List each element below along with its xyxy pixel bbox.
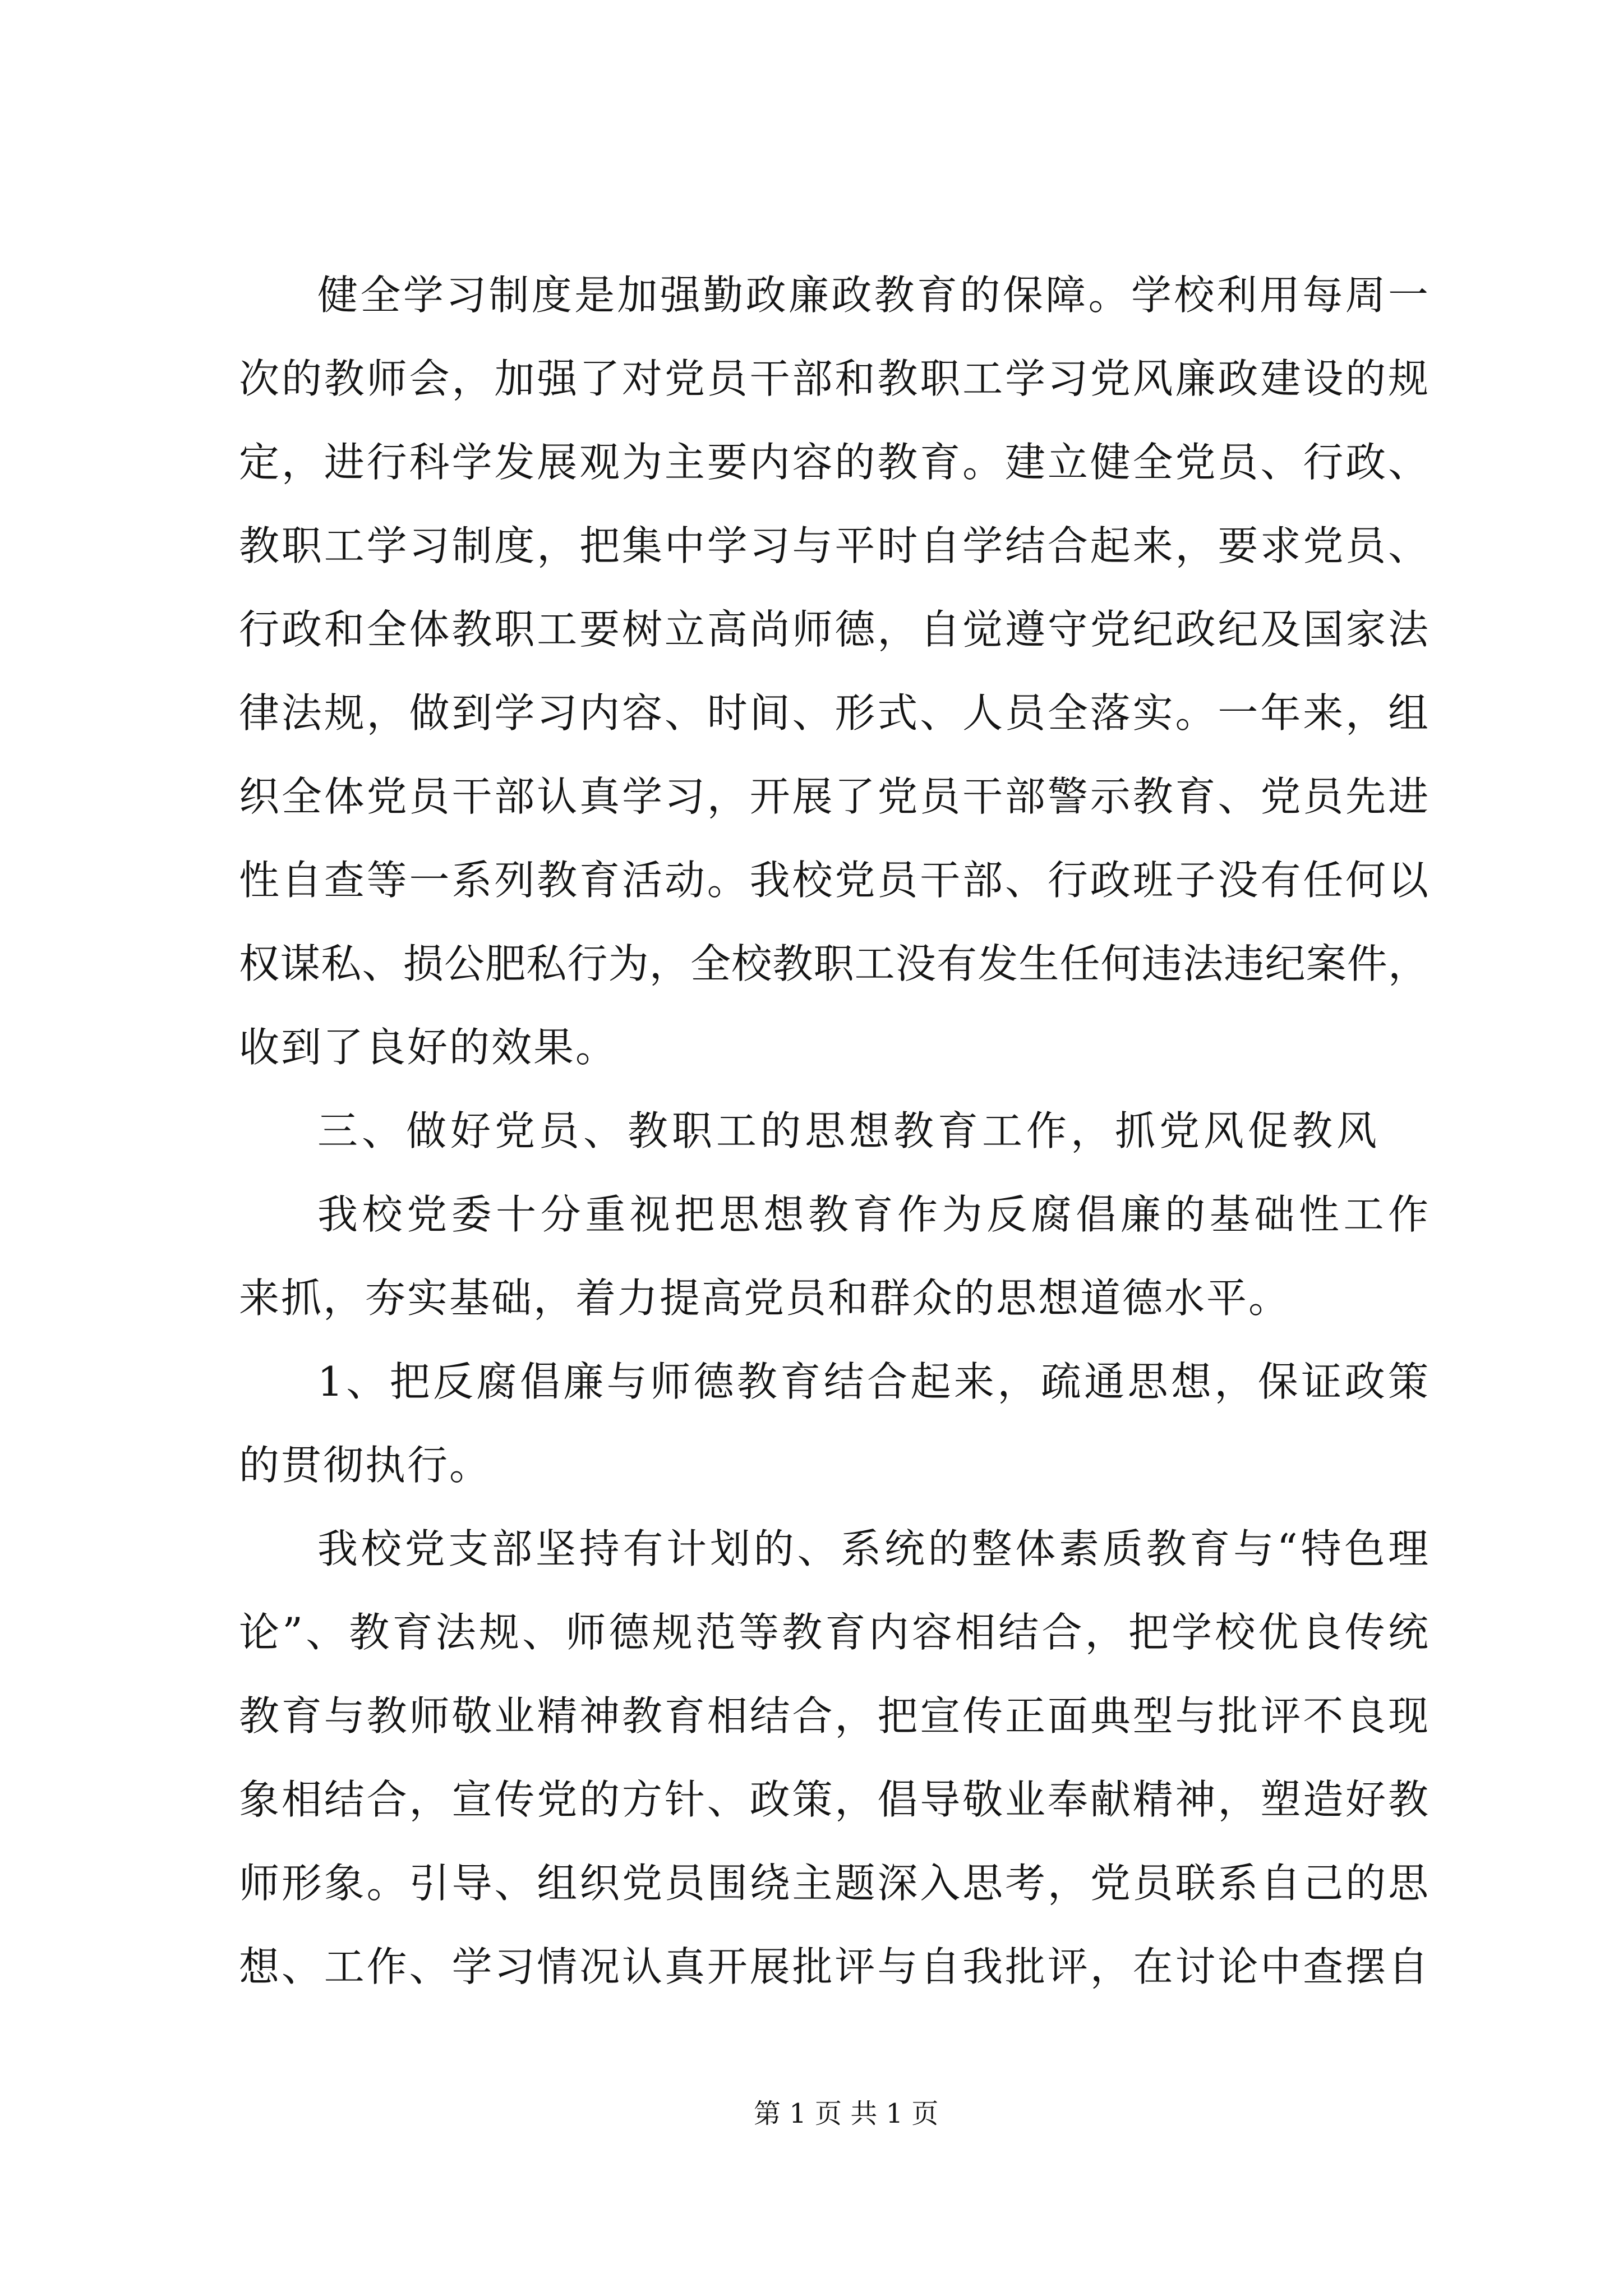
text-line: 性自查等一系列教育活动。我校党员干部、行政班子没有任何以 <box>239 857 1428 904</box>
paragraph-party-branch <box>239 1507 1428 2009</box>
text-line: 健全学习制度是加强勤政廉政教育的保障。学校利用每周一 <box>317 272 1428 319</box>
paragraph-ideological-education <box>239 1173 1428 1340</box>
text-line: 权谋私、损公肥私行为，全校教职工没有发生任何违法违纪案件， <box>239 940 1428 987</box>
text-line: 1、把反腐倡廉与师德教育结合起来，疏通思想，保证政策 <box>317 1358 1428 1405</box>
text-line: 我校党支部坚持有计划的、系统的整体素质教育与“特色理 <box>317 1525 1428 1572</box>
text-line: 来抓，夯实基础，着力提高党员和群众的思想道德水平。 <box>239 1274 1291 1322</box>
text-line: 想、工作、学习情况认真开展批评与自我批评，在讨论中查摆自 <box>239 1943 1428 1990</box>
text-line: 我校党委十分重视把思想教育作为反腐倡廉的基础性工作 <box>317 1191 1428 1238</box>
document-body <box>239 254 1428 2009</box>
text-line: 师形象。引导、组织党员围绕主题深入思考，党员联系自己的思 <box>239 1860 1428 1907</box>
text-line: 次的教师会，加强了对党员干部和教职工学习党风廉政建设的规 <box>239 355 1428 402</box>
text-line: 教职工学习制度，把集中学习与平时自学结合起来，要求党员、 <box>239 522 1428 569</box>
subheading-item-1 <box>239 1340 1428 1507</box>
section-heading-text: 三、做好党员、教职工的思想教育工作，抓党风促教风 <box>317 1107 1381 1154</box>
text-line: 定，进行科学发展观为主要内容的教育。建立健全党员、行政、 <box>239 439 1428 486</box>
section-heading <box>239 1089 1428 1173</box>
text-line: 行政和全体教职工要树立高尚师德，自觉遵守党纪政纪及国家法 <box>239 606 1428 653</box>
text-line: 论”、教育法规、师德规范等教育内容相结合，把学校优良传统 <box>239 1609 1428 1656</box>
text-line: 织全体党员干部认真学习，开展了党员干部警示教育、党员先进 <box>239 773 1428 820</box>
text-line: 教育与教师敬业精神教育相结合，把宣传正面典型与批评不良现 <box>239 1692 1428 1740</box>
text-line: 收到了良好的效果。 <box>239 1024 618 1071</box>
text-line: 律法规，做到学习内容、时间、形式、人员全落实。一年来，组 <box>239 689 1428 737</box>
paragraph-study-system <box>239 254 1428 1089</box>
text-line: 的贯彻执行。 <box>239 1442 492 1489</box>
text-line: 象相结合，宣传党的方针、政策，倡导敬业奉献精神，塑造好教 <box>239 1776 1428 1823</box>
page-number-footer: 第 1 页 共 1 页 <box>754 2098 939 2129</box>
